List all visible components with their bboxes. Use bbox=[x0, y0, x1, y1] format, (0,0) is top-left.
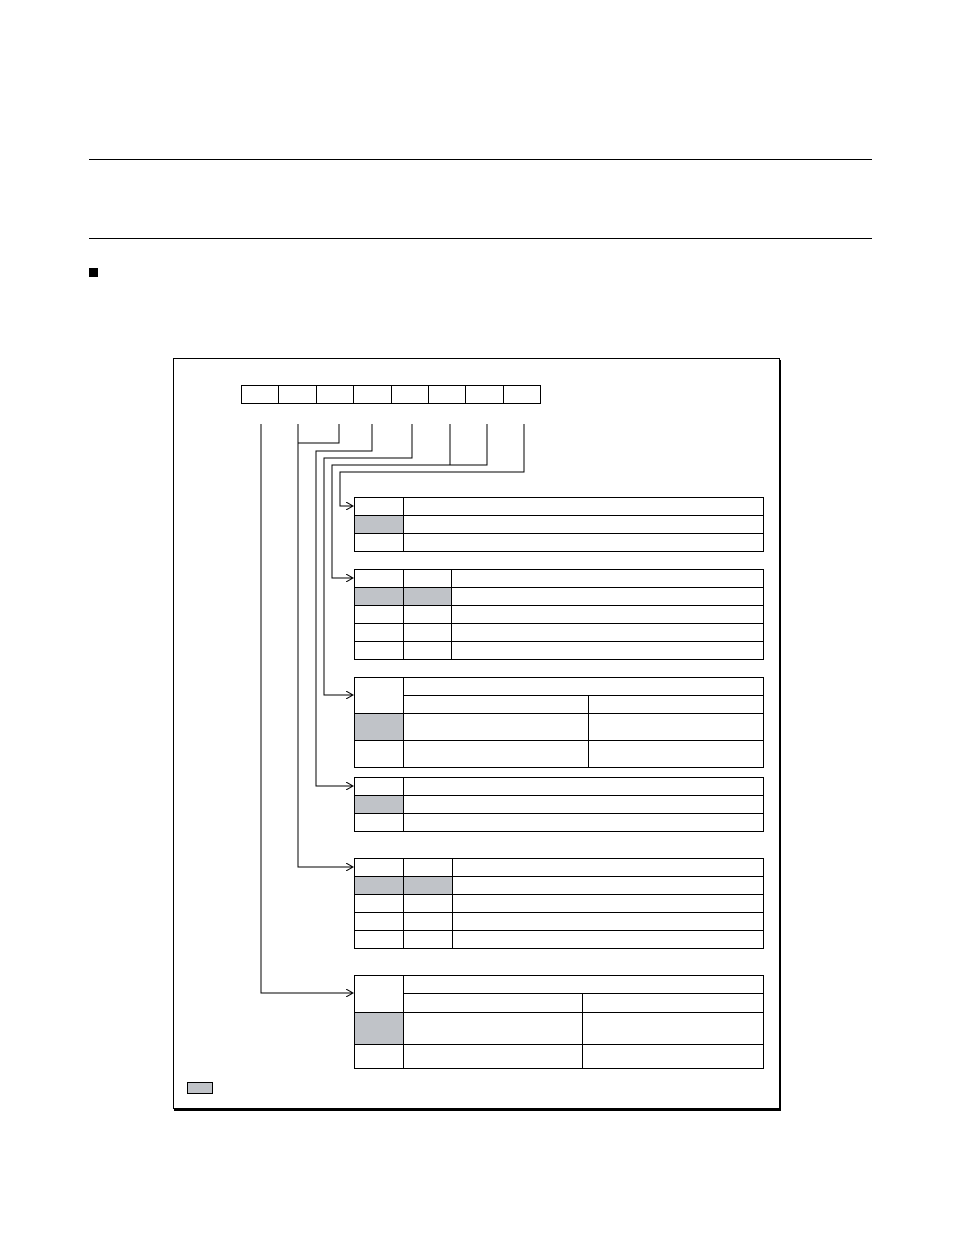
table-cell bbox=[404, 498, 764, 516]
field-table-bit7 bbox=[354, 975, 764, 1069]
table-cell bbox=[355, 1045, 404, 1069]
table-cell bbox=[453, 931, 764, 949]
table-cell bbox=[589, 696, 764, 714]
table-cell bbox=[355, 606, 404, 624]
table-cell bbox=[355, 624, 404, 642]
table-cell bbox=[355, 570, 404, 588]
table-cell bbox=[404, 796, 764, 814]
table-cell bbox=[355, 741, 404, 768]
connector-bit5-6-down bbox=[298, 443, 353, 867]
table-cell bbox=[404, 778, 764, 796]
initial-value-cell bbox=[404, 877, 453, 895]
table-cell bbox=[355, 976, 404, 1013]
field-table-bit5-6 bbox=[354, 858, 764, 949]
table-cell bbox=[355, 859, 404, 877]
table-cell bbox=[452, 624, 764, 642]
connector-bit5-6 bbox=[298, 424, 339, 443]
initial-value-cell bbox=[355, 877, 404, 895]
table-cell bbox=[404, 994, 583, 1013]
table-cell bbox=[404, 714, 589, 741]
table-cell bbox=[355, 642, 404, 660]
table-cell bbox=[404, 696, 589, 714]
table-cell bbox=[404, 570, 452, 588]
field-table-bit1-2 bbox=[354, 569, 764, 660]
table-cell bbox=[452, 570, 764, 588]
table-cell bbox=[583, 1045, 764, 1069]
table-cell bbox=[583, 1013, 764, 1045]
table-cell bbox=[404, 534, 764, 552]
initial-value-cell bbox=[355, 796, 404, 814]
table-cell bbox=[404, 678, 764, 696]
table-cell bbox=[452, 642, 764, 660]
field-table-bit0 bbox=[354, 497, 764, 552]
initial-value-cell bbox=[355, 1013, 404, 1045]
table-cell bbox=[583, 994, 764, 1013]
table-cell bbox=[404, 741, 589, 768]
table-cell bbox=[404, 516, 764, 534]
table-cell bbox=[404, 624, 452, 642]
initial-value-cell bbox=[355, 714, 404, 741]
table-cell bbox=[355, 498, 404, 516]
table-cell bbox=[355, 678, 404, 714]
table-cell bbox=[404, 931, 453, 949]
table-cell bbox=[404, 1045, 583, 1069]
table-cell bbox=[355, 913, 404, 931]
table-cell bbox=[453, 913, 764, 931]
table-cell bbox=[589, 714, 764, 741]
table-cell bbox=[404, 895, 453, 913]
connector-bit1-2 bbox=[450, 424, 487, 465]
table-cell bbox=[589, 741, 764, 768]
initial-value-cell bbox=[355, 588, 404, 606]
table-cell bbox=[404, 976, 764, 994]
table-cell bbox=[404, 642, 452, 660]
table-cell bbox=[404, 913, 453, 931]
table-cell bbox=[355, 534, 404, 552]
table-cell bbox=[452, 606, 764, 624]
field-table-bit3 bbox=[354, 677, 764, 768]
table-cell bbox=[452, 588, 764, 606]
table-cell bbox=[404, 1013, 583, 1045]
table-cell bbox=[404, 814, 764, 832]
initial-value-cell bbox=[355, 516, 404, 534]
field-table-bit4 bbox=[354, 777, 764, 832]
table-cell bbox=[355, 814, 404, 832]
table-cell bbox=[355, 778, 404, 796]
initial-value-swatch-icon bbox=[187, 1082, 213, 1094]
table-cell bbox=[453, 877, 764, 895]
table-cell bbox=[404, 606, 452, 624]
table-cell bbox=[453, 895, 764, 913]
table-cell bbox=[355, 895, 404, 913]
connector-bit7 bbox=[261, 424, 353, 993]
table-cell bbox=[404, 859, 453, 877]
table-cell bbox=[355, 931, 404, 949]
initial-value-cell bbox=[404, 588, 452, 606]
table-cell bbox=[453, 859, 764, 877]
